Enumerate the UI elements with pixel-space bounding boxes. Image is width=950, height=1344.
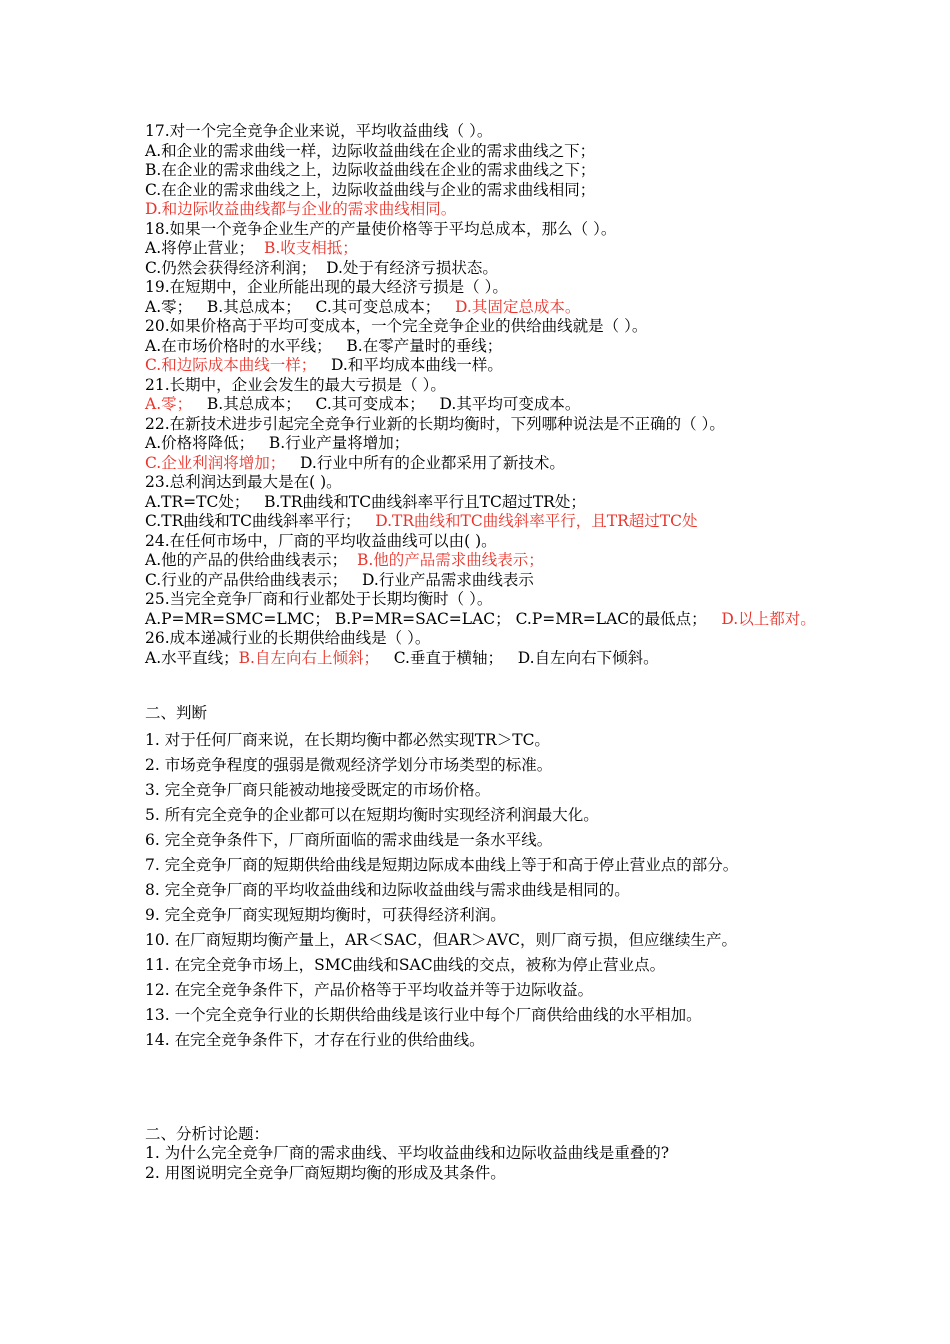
options-row — [145, 454, 825, 474]
option-b: B.其总成本； — [206, 395, 301, 413]
options-row — [145, 610, 825, 630]
judgment-item: 5. 所有完全竞争的企业都可以在短期均衡时实现经济利润最大化。 — [145, 806, 599, 824]
multiple-choice-section — [145, 122, 825, 668]
option-d-answer: D.其固定总成本。 — [455, 297, 581, 316]
judgment-item: 3. 完全竞争厂商只能被动地接受既定的市场价格。 — [145, 781, 491, 799]
option-a: A.和企业的需求曲线一样，边际收益曲线在企业的需求曲线之下； — [145, 141, 596, 160]
judgment-item: 6. 完全竞争条件下，厂商所面临的需求曲线是一条水平线。 — [145, 831, 553, 849]
option-b: B.在零产量时的垂线； — [346, 336, 503, 355]
judgment-item: 12. 在完全竞争条件下，产品价格等于平均收益并等于边际收益。 — [145, 981, 594, 999]
option-d-answer: D.TR曲线和TC曲线斜率平行，且TR超过TC处 — [375, 512, 698, 530]
option-a: A.P=MR=SMC=LMC； — [145, 609, 330, 628]
option-a: A.将停止营业； — [145, 239, 255, 257]
options-row — [145, 512, 825, 532]
judgment-item: 1. 对于任何厂商来说，在长期均衡中都必然实现TR＞TC。 — [145, 731, 550, 749]
question-stem: 26.成本递减行业的长期供给曲线是（ ）。 — [145, 629, 431, 647]
option-d: D.自左向右下倾斜。 — [517, 648, 659, 667]
question-stem: 19.在短期中，企业所能出现的最大经济亏损是（ ）。 — [145, 278, 508, 296]
options-row — [145, 571, 825, 591]
option-a: A.价格将降低； — [145, 434, 255, 452]
option-b: B.TR曲线和TC曲线斜率平行且TC超过TR处； — [264, 492, 586, 511]
options-row — [145, 493, 825, 513]
discussion-item: 1. 为什么完全竞争厂商的需求曲线、平均收益曲线和边际收益曲线是重叠的? — [145, 1144, 670, 1162]
judgment-item: 2. 市场竞争程度的强弱是微观经济学划分市场类型的标准。 — [145, 756, 553, 774]
judgment-list — [145, 728, 805, 1053]
options-row — [145, 298, 825, 318]
option-d: D.行业中所有的企业都采用了新技术。 — [300, 453, 565, 472]
question-stem: 21.长期中，企业会发生的最大亏损是（ ）。 — [145, 375, 446, 394]
judgment-item: 8. 完全竞争厂商的平均收益曲线和边际收益曲线与需求曲线是相同的。 — [145, 881, 630, 899]
option-c: C.仍然会获得经济利润； — [145, 258, 317, 277]
option-c: C.P=MR=LAC的最低点； — [515, 609, 707, 628]
discussion-heading: 二、分析讨论题： — [145, 1125, 270, 1143]
option-d-answer: D.和边际收益曲线都与企业的需求曲线相同。 — [145, 200, 457, 218]
question-stem: 17.对一个完全竞争企业来说，平均收益曲线（ ）。 — [145, 122, 493, 140]
option-d-answer: D.以上都对。 — [721, 609, 816, 628]
judgment-item: 14. 在完全竞争条件下，才存在行业的供给曲线。 — [145, 1031, 485, 1049]
option-d: D.行业产品需求曲线表示 — [362, 570, 534, 589]
option-c-answer: C.企业利润将增加； — [145, 453, 286, 472]
option-c: C.TR曲线和TC曲线斜率平行； — [145, 512, 361, 530]
judgment-item: 9. 完全竞争厂商实现短期均衡时，可获得经济利润。 — [145, 906, 506, 924]
option-c-answer: C.和边际成本曲线一样； — [145, 356, 317, 374]
option-c: C.垂直于横轴； — [393, 648, 503, 667]
option-b-answer: B.收支相抵； — [263, 239, 358, 257]
option-b: B.其总成本； — [206, 297, 301, 316]
options-row — [145, 239, 825, 259]
option-a: A.他的产品的供给曲线表示； — [145, 551, 348, 569]
option-a: A.TR=TC处； — [145, 492, 250, 511]
option-a-answer: A.零； — [145, 395, 193, 413]
option-a: A.在市场价格时的水平线； — [145, 336, 332, 355]
options-row — [145, 259, 825, 279]
option-b-answer: B.他的产品需求曲线表示； — [356, 551, 544, 569]
option-c: C.行业的产品供给曲线表示； — [145, 570, 348, 589]
discussion-item: 2. 用图说明完全竞争厂商短期均衡的形成及其条件。 — [145, 1164, 506, 1182]
options-row — [145, 649, 825, 669]
option-b: B.在企业的需求曲线之上，边际收益曲线在企业的需求曲线之下； — [145, 161, 596, 179]
option-c: C.其可变成本； — [315, 395, 425, 413]
question-stem: 23.总利润达到最大是在( )。 — [145, 473, 342, 491]
options-row — [145, 551, 825, 571]
question-stem: 25.当完全竞争厂商和行业都处于长期均衡时（ ）。 — [145, 590, 493, 608]
option-b-answer: B.自左向右上倾斜； — [238, 648, 379, 667]
judgment-item: 13. 一个完全竞争行业的长期供给曲线是该行业中每个厂商供给曲线的水平相加。 — [145, 1006, 702, 1024]
judgment-item: 7. 完全竞争厂商的短期供给曲线是短期边际成本曲线上等于和高于停止营业点的部分。 — [145, 856, 739, 874]
options-row — [145, 356, 825, 376]
option-b: B.P=MR=SAC=LAC； — [334, 609, 511, 628]
option-c: C.在企业的需求曲线之上，边际收益曲线与企业的需求曲线相同； — [145, 180, 596, 199]
options-row — [145, 434, 825, 454]
option-a: A.水平直线； — [145, 648, 239, 667]
options-row — [145, 337, 825, 357]
question-stem: 24.在任何市场中，厂商的平均收益曲线可以由( )。 — [145, 531, 497, 550]
question-stem: 22.在新技术进步引起完全竞争行业新的长期均衡时，下列哪种说法是不正确的（ ）。 — [145, 414, 725, 433]
option-d: D.和平均成本曲线一样。 — [331, 356, 503, 374]
judgment-item: 11. 在完全竞争市场上，SMC曲线和SAC曲线的交点，被称为停止营业点。 — [145, 956, 666, 974]
option-b: B.行业产量将增加； — [268, 434, 410, 452]
judgment-item: 10. 在厂商短期均衡产量上，AR＜SAC，但AR＞AVC，则厂商亏损，但应继续生产。 — [145, 931, 737, 949]
option-c: C.其可变总成本； — [315, 297, 441, 316]
options-row — [145, 395, 825, 415]
option-d: D.处于有经济亏损状态。 — [326, 258, 498, 277]
question-stem: 20.如果价格高于平均可变成本，一个完全竞争企业的供给曲线就是（ ）。 — [145, 317, 648, 335]
question-stem: 18.如果一个竞争企业生产的产量使价格等于平均总成本，那么（ ）。 — [145, 219, 617, 238]
discussion-list — [145, 1143, 825, 1183]
option-a: A.零； — [145, 297, 193, 316]
option-d: D.其平均可变成本。 — [439, 395, 581, 413]
judgment-heading: 二、判断 — [145, 704, 208, 722]
